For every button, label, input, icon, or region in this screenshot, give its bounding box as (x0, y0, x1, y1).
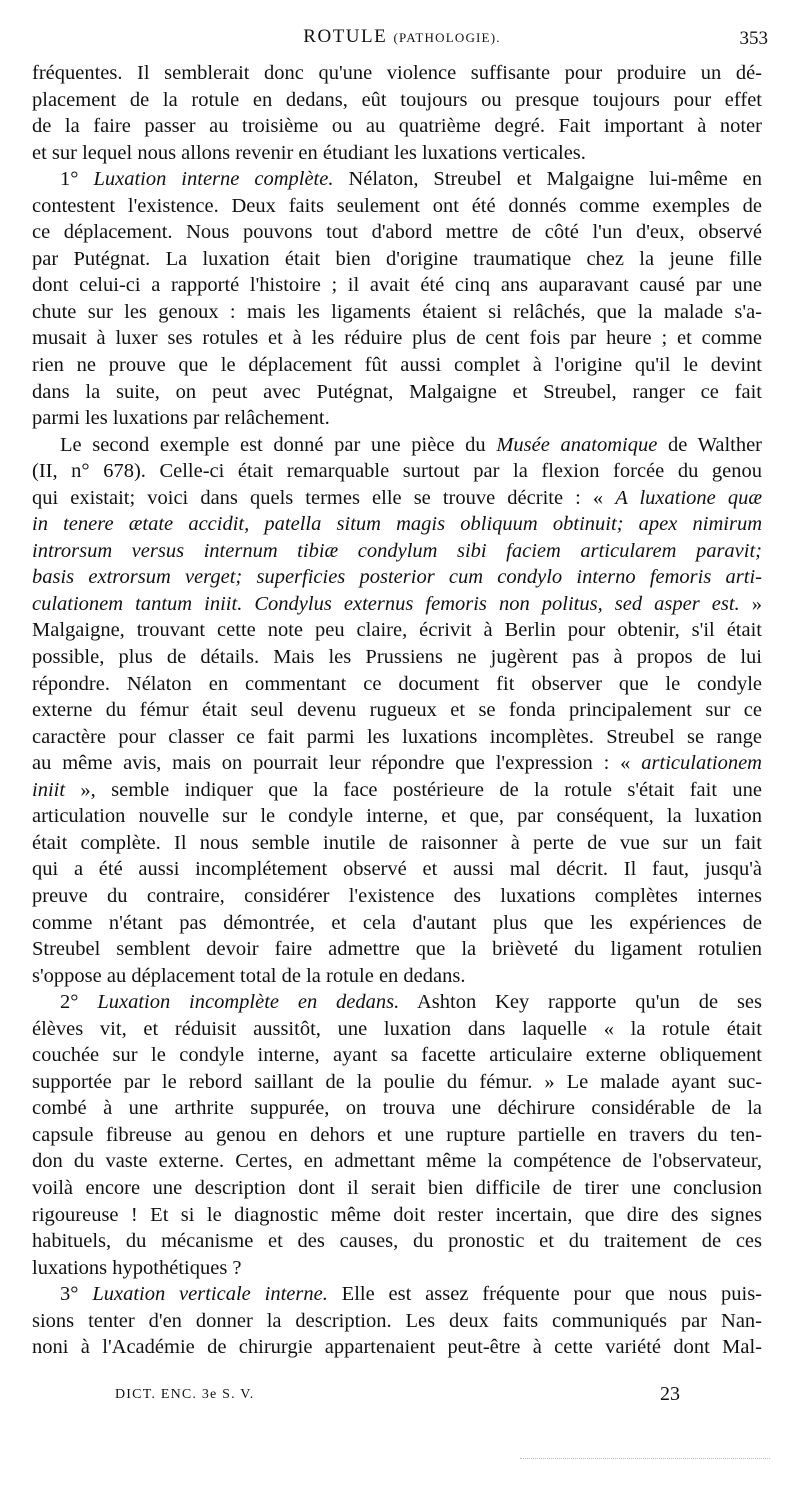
text-line (32, 936, 762, 963)
line-text: Le second exemple est donné par une pièce du (60, 433, 497, 456)
running-header (32, 26, 772, 56)
running-title-sub: (PATHOLOGIE). (393, 30, 501, 45)
text-line (32, 272, 762, 299)
italic-text: Luxation verticale interne. (92, 1283, 328, 1306)
line-text: capsule fibreuse au genou en dehors et une rupture partielle en travers du ten- (32, 1123, 762, 1146)
text-line (32, 803, 762, 830)
line-text: ce déplacement. Nous pouvons tout d'abord mettre de côté l'un d'eux, observé (32, 221, 762, 244)
text-line (32, 379, 762, 406)
text-line (32, 750, 762, 777)
line-text: Nélaton, Streubel et Malgaigne lui-même en (333, 168, 763, 191)
text-line (32, 883, 762, 910)
line-text: répondre. Nélaton en commentant ce document fit observer que le condyle (32, 672, 762, 695)
italic-text: iniit (32, 778, 66, 801)
text-line (32, 87, 762, 114)
line-text: parmi les luxations par relâchement. (32, 407, 330, 430)
text-line (32, 60, 762, 87)
text-line (32, 1281, 762, 1308)
text-line (32, 538, 762, 565)
line-text: sions tenter d'en donner la description. Les deux faits communiqués par Nan- (32, 1309, 762, 1332)
line-text: de la faire passer au troisième ou au quatrième degré. Fait important à noter (32, 115, 762, 138)
line-text: caractère pour classer ce fait parmi les luxations incomplètes. Streubel se range (32, 725, 762, 748)
text-line (32, 777, 762, 804)
text-line (32, 1175, 762, 1202)
text-line (32, 1069, 762, 1096)
text-line (32, 325, 762, 352)
text-line (32, 591, 762, 618)
line-text: preuve du contraire, considérer l'existence des luxations complètes internes (32, 884, 762, 907)
text-line (32, 299, 762, 326)
line-text: voilà encore une description dont il serait bien difficile de tirer une conclusion (32, 1176, 762, 1199)
text-line (32, 1228, 762, 1255)
line-text: Ashton Key rapporte qu'un de ses (399, 991, 762, 1014)
italic-text: basis extrorsum verget; superficies posterior cum condylo interno femoris arti- (32, 566, 762, 589)
text-line (32, 697, 762, 724)
text-line (32, 485, 762, 512)
text-line (32, 644, 762, 671)
line-text: » (739, 592, 762, 615)
text-line (32, 458, 762, 485)
line-text: (II, n° 678). Celle-ci était remarquable surtout par la flexion forcée du genou (32, 460, 762, 483)
line-text: don du vaste externe. Certes, en admettant même la compétence de l'observateur, (32, 1150, 762, 1173)
line-text: rigoureuse ! Et si le diagnostic même doit rester incertain, que dire des signes (32, 1203, 762, 1226)
italic-text: introrsum versus internum tibiæ condylum sibi faciem articularem paravit; (32, 539, 762, 562)
text-line (32, 352, 762, 379)
line-text: articulation nouvelle sur le condyle interne, et que, par conséquent, la luxation (32, 805, 762, 828)
text-line (32, 830, 762, 857)
page-number: 353 (739, 28, 768, 49)
line-text: externe du fémur était seul devenu rugueux et se fonda principalement sur ce (32, 699, 762, 722)
line-text: contestent l'existence. Deux faits seulement ont été donnés comme exemples de (32, 194, 762, 217)
italic-text: Musée anatomique (496, 433, 658, 456)
line-text: 1° (60, 168, 94, 191)
running-title-main: ROTULE (303, 26, 388, 47)
text-line (32, 166, 762, 193)
text-line (32, 963, 762, 990)
text-line (32, 910, 762, 937)
line-text: comme n'étant pas démontrée, et cela d'autant plus que les expériences de (32, 911, 762, 934)
text-line (32, 1042, 762, 1069)
line-text: Elle est assez fréquente pour que nous puis- (327, 1283, 763, 1306)
text-line (32, 1334, 762, 1361)
line-text: musait à luxer ses rotules et à les réduire plus de cent fois par heure ; et comme (32, 327, 762, 350)
italic-text: in tenere ætate accidit, patella situm magis obliquum obtinuit; apex nimirum (32, 513, 762, 536)
text-line (32, 671, 762, 698)
line-text: 3° (60, 1283, 93, 1306)
text-line (32, 989, 762, 1016)
line-text: qui existait; voici dans quels termes elle se trouve décrite : « (32, 486, 616, 509)
text-line (32, 140, 762, 167)
text-line (32, 193, 762, 220)
text-line (32, 511, 762, 538)
line-text: qui a été aussi incomplétement observé et aussi mal décrit. Il faut, jusqu'à (32, 858, 762, 881)
footer (115, 1383, 695, 1413)
text-line (32, 617, 762, 644)
line-text: », semble indiquer que la face postérieure de la rotule s'était fait une (65, 778, 762, 801)
text-line (32, 219, 762, 246)
text-line (32, 405, 762, 432)
line-text: au même avis, mais on pourrait leur répondre que l'expression : « (32, 752, 642, 775)
italic-text: articulationem (641, 752, 762, 775)
line-text: noni à l'Académie de chirurgie appartenaient peut-être à cette variété dont Mal- (32, 1336, 762, 1359)
text-line (32, 246, 762, 273)
line-text: s'oppose au déplacement total de la rotule en dedans. (32, 964, 466, 987)
text-line (32, 1255, 762, 1282)
text-line (32, 432, 762, 459)
line-text: 2° (60, 991, 98, 1014)
text-line (32, 1148, 762, 1175)
line-text: fréquentes. Il semblerait donc qu'une violence suffisante pour produire un dé- (32, 62, 762, 84)
text-line (32, 1122, 762, 1149)
sheet-number: 23 (660, 1383, 680, 1405)
line-text: combé à une arthrite suppurée, on trouva une déchirure considérable de la (32, 1097, 762, 1120)
line-text: rien ne prouve que le déplacement fût aussi complet à l'origine qu'il le devint (32, 354, 762, 377)
line-text: habituels, du mécanisme et des causes, du pronostic et du traitement de ces (32, 1230, 762, 1253)
text-line (32, 1308, 762, 1335)
text-line (32, 856, 762, 883)
text-line (32, 724, 762, 751)
line-text: de Walther (657, 433, 763, 456)
text-line (32, 1016, 762, 1043)
text-line (32, 113, 762, 140)
line-text: couchée sur le condyle interne, ayant sa facette articulaire externe obliquement (32, 1044, 762, 1067)
line-text: par Putégnat. La luxation était bien d'origine traumatique chez la jeune fille (32, 247, 762, 270)
print-specks (520, 1458, 770, 1463)
italic-text: A luxatione quæ (615, 486, 762, 509)
line-text: était complète. Il nous semble inutile de raisonner à perte de vue sur un fait (32, 831, 762, 854)
text-line (32, 1202, 762, 1229)
line-text: et sur lequel nous allons revenir en étudiant les luxations verticales. (32, 141, 586, 164)
line-text: Malgaigne, trouvant cette note peu claire, écrivit à Berlin pour obtenir, s'il était (32, 619, 762, 642)
line-text: dans la suite, on peut avec Putégnat, Malgaigne et Streubel, ranger ce fait (32, 380, 762, 403)
text-line (32, 1095, 762, 1122)
italic-text: culationem tantum iniit. Condylus externus femoris non politus, sed asper est. (32, 592, 740, 615)
line-text: placement de la rotule en dedans, eût toujours ou presque toujours pour effet (32, 88, 762, 111)
line-text: supportée par le rebord saillant de la poulie du fémur. » Le malade ayant suc- (32, 1070, 762, 1093)
line-text: Streubel semblent devoir faire admettre que la brièveté du ligament rotulien (32, 938, 762, 961)
italic-text: Luxation incomplète en dedans. (97, 991, 400, 1014)
line-text: possible, plus de détails. Mais les Prussiens ne jugèrent pas à propos de lui (32, 646, 762, 669)
text-line (32, 564, 762, 591)
line-text: dont celui-ci a rapporté l'histoire ; il avait été cinq ans auparavant causé par une (32, 274, 762, 297)
body-text (32, 60, 762, 1361)
signature-mark: DICT. ENC. 3e S. V. (115, 1387, 255, 1402)
line-text: chute sur les genoux : mais les ligaments étaient si relâchés, que la malade s'a- (32, 300, 762, 323)
italic-text: Luxation interne complète. (93, 168, 334, 191)
line-text: luxations hypothétiques ? (32, 1256, 242, 1279)
running-title (32, 26, 772, 48)
line-text: élèves vit, et réduisit aussitôt, une luxation dans laquelle « la rotule était (32, 1017, 762, 1040)
